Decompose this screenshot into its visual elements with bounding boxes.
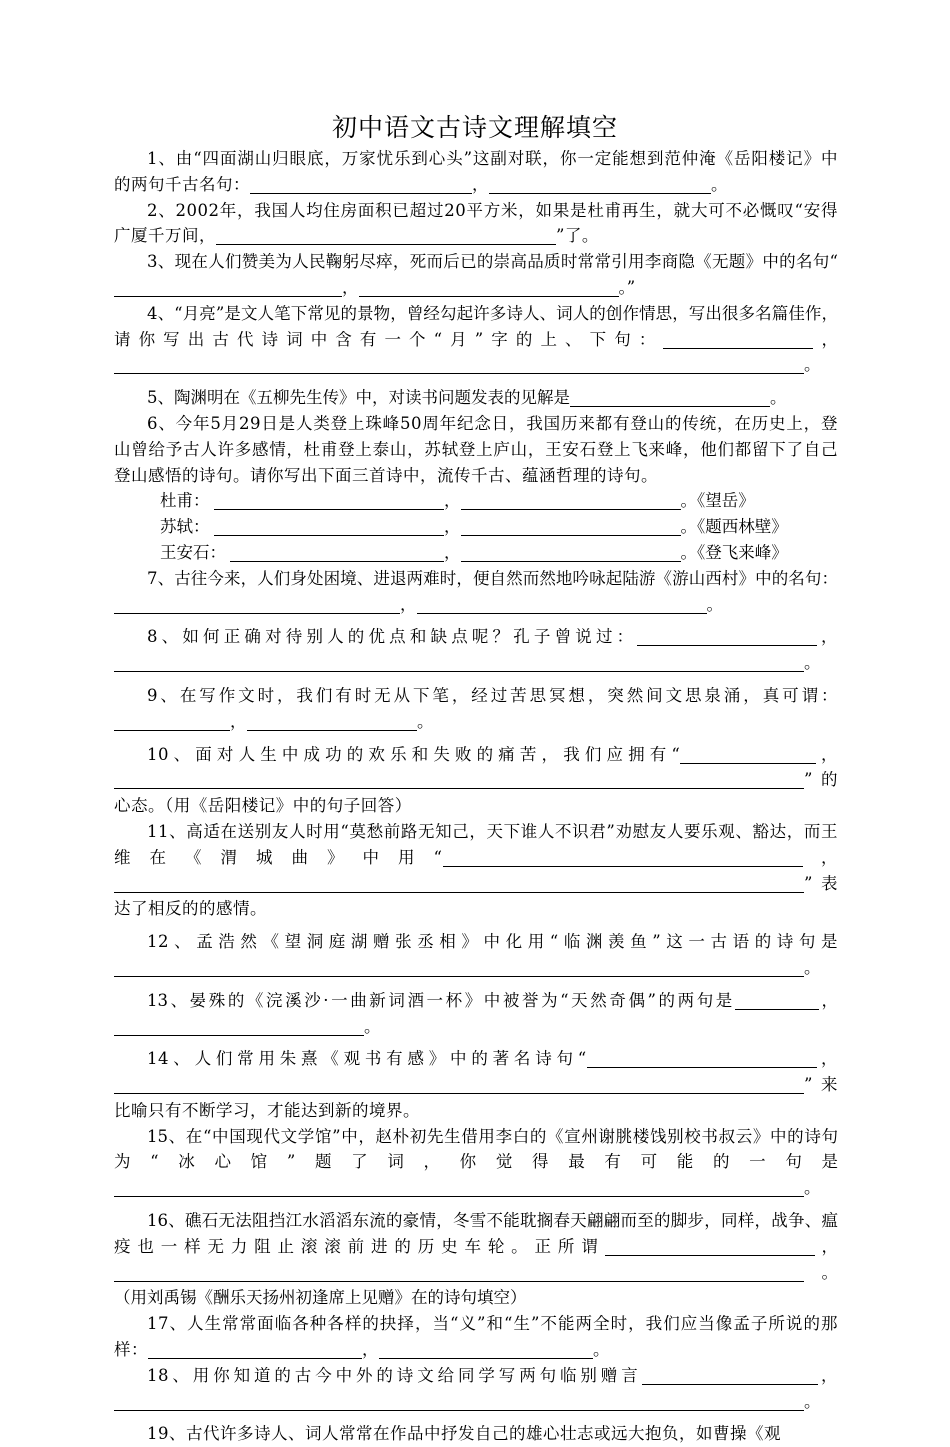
answer-blank[interactable] <box>214 518 444 536</box>
answer-blank[interactable] <box>461 544 681 562</box>
answer-blank[interactable] <box>443 849 803 867</box>
answer-blank[interactable] <box>114 713 230 731</box>
answer-blank[interactable] <box>216 227 556 245</box>
question-6: 6、今年5月29日是人类登上珠峰50周年纪念日，我国历来都有登山的传统，在历史上，登山曾给予古人许多感情，杜甫登上泰山，苏轼登上庐山，王安石登上飞来峰，他们都留下了自己登山感悟的诗句。请你写出下面三首诗中，流传千古、蕴涵哲理的诗句。 <box>114 413 838 485</box>
poem-line-wanganshi: 王安石： ， 。《登飞来峰》 <box>160 542 788 562</box>
question-10: 10、面对人生中成功的欢乐和失败的痛苦，我们应拥有“ ，”的心态。（用《岳阳楼记》中的句子回答） <box>114 744 839 816</box>
answer-blank[interactable] <box>114 1018 364 1036</box>
answer-blank[interactable] <box>735 992 819 1010</box>
question-11: 11、高适在送别友人时用“莫愁前路无知己，天下谁人不识君”劝慰友人要乐观、豁达，而王维在《渭城曲》中用“ ，”表达了相反的的感情。 <box>114 821 839 919</box>
answer-blank[interactable] <box>114 279 342 297</box>
answer-blank[interactable] <box>247 713 417 731</box>
answer-blank[interactable] <box>587 1050 817 1068</box>
question-1: 1、由“四面湖山归眼底，万家忧乐到心头”这副对联，你一定能想到范仲淹《岳阳楼记》中的两句千古名句： ， 。 <box>114 149 838 194</box>
page-title: 初中语文古诗文理解填空 <box>331 113 618 142</box>
answer-blank[interactable] <box>461 518 681 536</box>
poem-line-dufu: 杜甫： ， 。《望岳》 <box>160 491 755 511</box>
answer-blank[interactable] <box>680 746 816 764</box>
answer-blank[interactable] <box>230 544 444 562</box>
question-19: 19、古代许多诗人、词人常常在作品中抒发自己的雄心壮志或远大抱负，如曹操《观 <box>147 1424 781 1444</box>
answer-blank[interactable] <box>642 1367 818 1385</box>
poem-line-sushi: 苏轼： ， 。《题西林壁》 <box>160 517 788 537</box>
question-2: 2、2002年，我国人均住房面积已超过20平方米，如果是杜甫再生，就大可不必慨叹“安得广厦千万间， ”了。 <box>114 200 838 246</box>
answer-blank[interactable] <box>114 771 804 789</box>
answer-blank[interactable] <box>570 389 770 407</box>
answer-blank[interactable] <box>359 279 619 297</box>
question-15: 15、在“中国现代文学馆”中，赵朴初先生借用李白的《宣州谢朓楼饯别校书叔云》中的诗句为“冰心馆”题了词，你觉得最有可能的一句是。 <box>114 1126 838 1198</box>
answer-blank[interactable] <box>214 492 444 510</box>
question-7: 7、古往今来，人们身处困境、进退两难时，便自然而然地吟咏起陆游《游山西村》中的名句：， 。 <box>114 566 838 618</box>
answer-blank[interactable] <box>417 596 707 614</box>
answer-blank[interactable] <box>114 1393 804 1411</box>
question-8: 8、如何正确对待别人的优点和缺点呢？孔子曾说过： ，。 <box>114 624 838 676</box>
answer-blank[interactable] <box>114 596 400 614</box>
answer-blank[interactable] <box>114 1076 804 1094</box>
answer-blank[interactable] <box>663 331 813 349</box>
answer-blank[interactable] <box>114 356 804 374</box>
question-12: 12、孟浩然《望洞庭湖赠张丞相》中化用“临渊羡鱼”这一古语的诗句是。 <box>114 929 838 981</box>
question-13: 13、晏殊的《浣溪沙·一曲新词酒一杯》中被誉为“天然奇偶”的两句是 ，。 <box>114 988 838 1040</box>
answer-blank[interactable] <box>250 176 472 194</box>
answer-blank[interactable] <box>114 1264 804 1282</box>
question-18: 18、用你知道的古今中外的诗文给同学写两句临别赠言 ，。 <box>114 1363 838 1415</box>
question-3: 3、现在人们赞美为人民鞠躬尽瘁，死而后已的崇高品质时常常引用李商隐《无题》中的名句“， 。” <box>114 249 838 301</box>
answer-blank[interactable] <box>114 1179 804 1197</box>
question-17: 17、人生常常面临各种各样的抉择，当“义”和“生”不能两全时，我们应当像孟子所说的那样： ， 。 <box>114 1314 838 1360</box>
question-5: 5、陶渊明在《五柳先生传》中，对读书问题发表的见解是 。 <box>147 388 787 408</box>
question-14: 14、人们常用朱熹《观书有感》中的著名诗句“ ，”来比喻只有不断学习，才能达到新的境界。 <box>114 1049 839 1120</box>
question-16: 16、礁石无法阻挡江水滔滔东流的豪情，冬雪不能耽搁春天翩翩而至的脚步，同样，战争、瘟疫也一样无力阻止滚滚前进的历史车轮。正所谓 ，。（用刘禹锡《酬乐天扬州初逢席上见赠》在的诗句填空） <box>114 1211 839 1308</box>
question-list <box>114 146 838 1447</box>
answer-blank[interactable] <box>489 176 711 194</box>
answer-blank[interactable] <box>605 1238 815 1256</box>
answer-blank[interactable] <box>461 492 681 510</box>
question-9: 9、在写作文时，我们有时无从下笔，经过苦思冥想，突然间文思泉涌，真可谓：， 。 <box>114 683 838 735</box>
answer-blank[interactable] <box>114 875 804 893</box>
question-4: 4、“月亮”是文人笔下常见的景物，曾经勾起许多诗人、词人的创作情思，写出很多名篇佳作，请你写出古代诗词中含有一个“月”字的上、下句： ，。 <box>114 303 839 375</box>
answer-blank[interactable] <box>114 654 804 672</box>
answer-blank[interactable] <box>637 628 817 646</box>
answer-blank[interactable] <box>114 959 804 977</box>
